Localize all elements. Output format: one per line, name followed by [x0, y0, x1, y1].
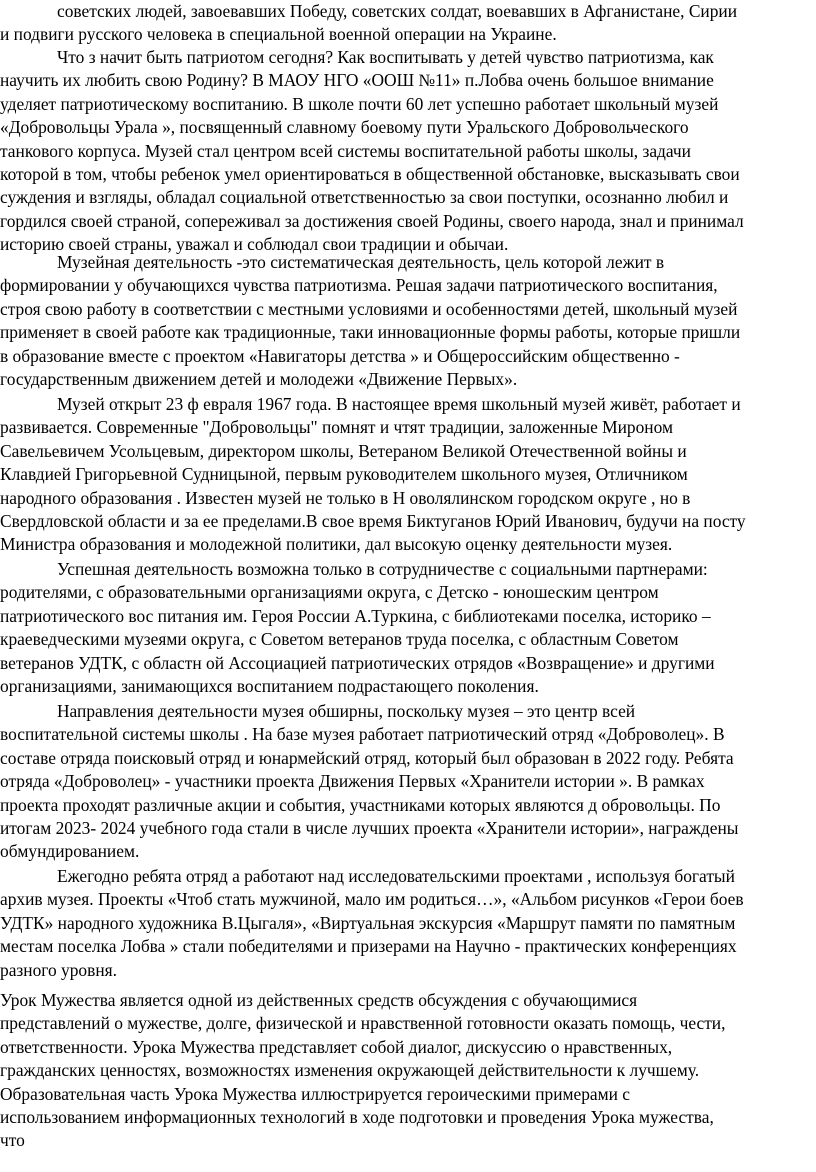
text-line: Успешная деятельность возможна только в сотрудничестве с социальными партнерами: [57, 559, 708, 579]
text-line: советских людей, завоевавших Победу, советских солдат, воевавших в Афганистане, Сирии [57, 1, 738, 21]
text-line: применяет в своей работе как традиционные, таки инновационные формы работы, которые пришли [0, 322, 741, 343]
text-line: формировании у обучающихся чувства патриотизма. Решая задачи патриотического воспитания, [0, 275, 718, 296]
text-line: Свердловской области и за ее пределами.В свое время Биктуганов Юрий Иванович, будучи на посту [0, 510, 746, 531]
text-line: родителями, с образовательными организациями округа, с Детско - юношеским центром [0, 582, 659, 603]
text-line: Что з начит быть патриотом сегодня? Как воспитывать у детей чувство патриотизма, как [57, 47, 714, 67]
text-line: Министра образования и молодежной политики, дал высокую оценку деятельности музея. [0, 534, 673, 555]
text-line: научить их любить свою Родину? В МАОУ НГО «ООШ №11» п.Лобва очень большое внимание [0, 70, 714, 91]
text-line: краеведческими музеями округа, с Советом ветеранов труда поселка, с областным Советом [0, 629, 679, 650]
text-line: воспитательной системы школы . На базе музея работает патриотический отряд «Доброволец». В [0, 724, 725, 745]
text-line: Направления деятельности музея обширны, поскольку музея – это центр всей [57, 701, 636, 721]
paragraph-partners [0, 558, 816, 698]
text-line: патриотического вос питания им. Героя России А.Туркина, с библиотеками поселка, историко – [0, 605, 711, 626]
text-line: которой в том, чтобы ребенок умел ориентироваться в общественной обстановке, высказывать свои [0, 163, 740, 184]
text-line: «Добровольцы Урала », посвященный славному боевому пути Уральского Добровольческого [0, 117, 689, 138]
paragraph-research-projects [0, 865, 816, 982]
paragraph-directions [0, 700, 816, 864]
text-line: использованием информационных технологий в ходе подготовки и проведения Урока мужества, [0, 1106, 714, 1127]
text-line: Урок Мужества является одной из действенных средств обсуждения с обучающимися [0, 990, 638, 1010]
text-line: разного уровня. [0, 959, 117, 980]
paragraph-museum-activity [0, 251, 816, 391]
text-line: итогам 2023- 2024 учебного года стали в числе лучших проекта «Хранители истории», награждены [0, 817, 739, 838]
text-line: Клавдией Григорьевной Судницыной, первым руководителем школьного музея, Отличником [0, 464, 688, 485]
text-line: танкового корпуса. Музей стал центром всей системы воспитательной работы школы, задачи [0, 140, 691, 161]
text-line: Музейная деятельность -это систематическая деятельность, цель которой лежит в [57, 252, 665, 272]
text-line: УДТК» народного художника В.Цыгаля», «Виртуальная экскурсия «Маршрут памяти по памятным [0, 912, 736, 933]
text-line: представлений о мужестве, долге, физической и нравственной готовности оказать помощь, чести, [0, 1013, 726, 1034]
paragraph-patriotism-today [0, 46, 816, 257]
paragraph-museum-history [0, 393, 816, 557]
text-line: ответственности. Урока Мужества представляет собой диалог, дискуссию о нравственных, [0, 1036, 673, 1057]
text-line: народного образования . Известен музей не только в Н оволялинском городском округе , но в [0, 487, 691, 508]
text-line: в образование вместе с проектом «Навигаторы детства » и Общероссийским общественно - [0, 345, 680, 366]
text-line: государственным движением детей и молодежи «Движение Первых». [0, 368, 518, 389]
text-line: историю своей страны, уважал и соблюдал свои традиции и обычаи. [0, 234, 509, 255]
text-line: и подвиги русского человека в специальной военной операции на Украине. [0, 24, 557, 45]
text-line: развивается. Современные "Добровольцы" помнят и чтят традиции, заложенные Мироном [0, 417, 673, 438]
text-line: гражданских ценностях, возможностях изменения окружающей действительности к лучшему. [0, 1060, 700, 1081]
text-line: суждения и взгляды, обладал социальной ответственностью за свои поступки, осознанно любил и [0, 187, 729, 208]
text-line: уделяет патриотическому воспитанию. В школе почти 60 лет успешно работает школьный музей [0, 93, 719, 114]
text-line: Савельевичем Усольцевым, директором школы, Ветераном Великой Отечественной войны и [0, 440, 687, 461]
text-line: отряда «Доброволец» - участники проекта Движения Первых «Хранители истории ». В рамках [0, 771, 705, 792]
text-line: местам поселка Лобва » стали победителями и призерами на Научно - практических конференциях [0, 936, 737, 957]
paragraph-lesson-of-courage [0, 989, 816, 1153]
text-line: Ежегодно ребята отряд а работают над исследовательскими проектами , используя богатый [57, 866, 735, 886]
text-line: архив музея. Проекты «Чтоб стать мужчиной, мало им родиться…», «Альбом рисунков «Герои боев [0, 889, 744, 910]
text-line: обмундированием. [0, 841, 140, 862]
text-line: строя свою работу в соответствии с местными условиями и особенностями детей, школьный музей [0, 298, 738, 319]
text-line: Образовательная часть Урока Мужества иллюстрируется героическими примерами с [0, 1083, 631, 1104]
text-line: Музей открыт 23 ф евраля 1967 года. В настоящее время школьный музей живёт, работает и [57, 394, 741, 414]
paragraph-continuation-heroes [0, 0, 816, 47]
text-line: составе отряда поисковый отряд и юнармейский отряд, который был образован в 2022 году. Ребята [0, 747, 734, 768]
text-line: гордился своей страной, сопереживал за достижения своей Родины, своего народа, знал и принимал [0, 210, 744, 231]
text-line: проекта проходят различные акции и события, участниками которых являются д обровольцы. По [0, 794, 721, 815]
text-line: что [0, 1130, 25, 1151]
text-line: ветеранов УДТК, с областн ой Ассоциацией патриотических отрядов «Возвращение» и другими [0, 652, 715, 673]
text-line: организациями, занимающихся воспитанием подрастающего поколения. [0, 675, 539, 696]
